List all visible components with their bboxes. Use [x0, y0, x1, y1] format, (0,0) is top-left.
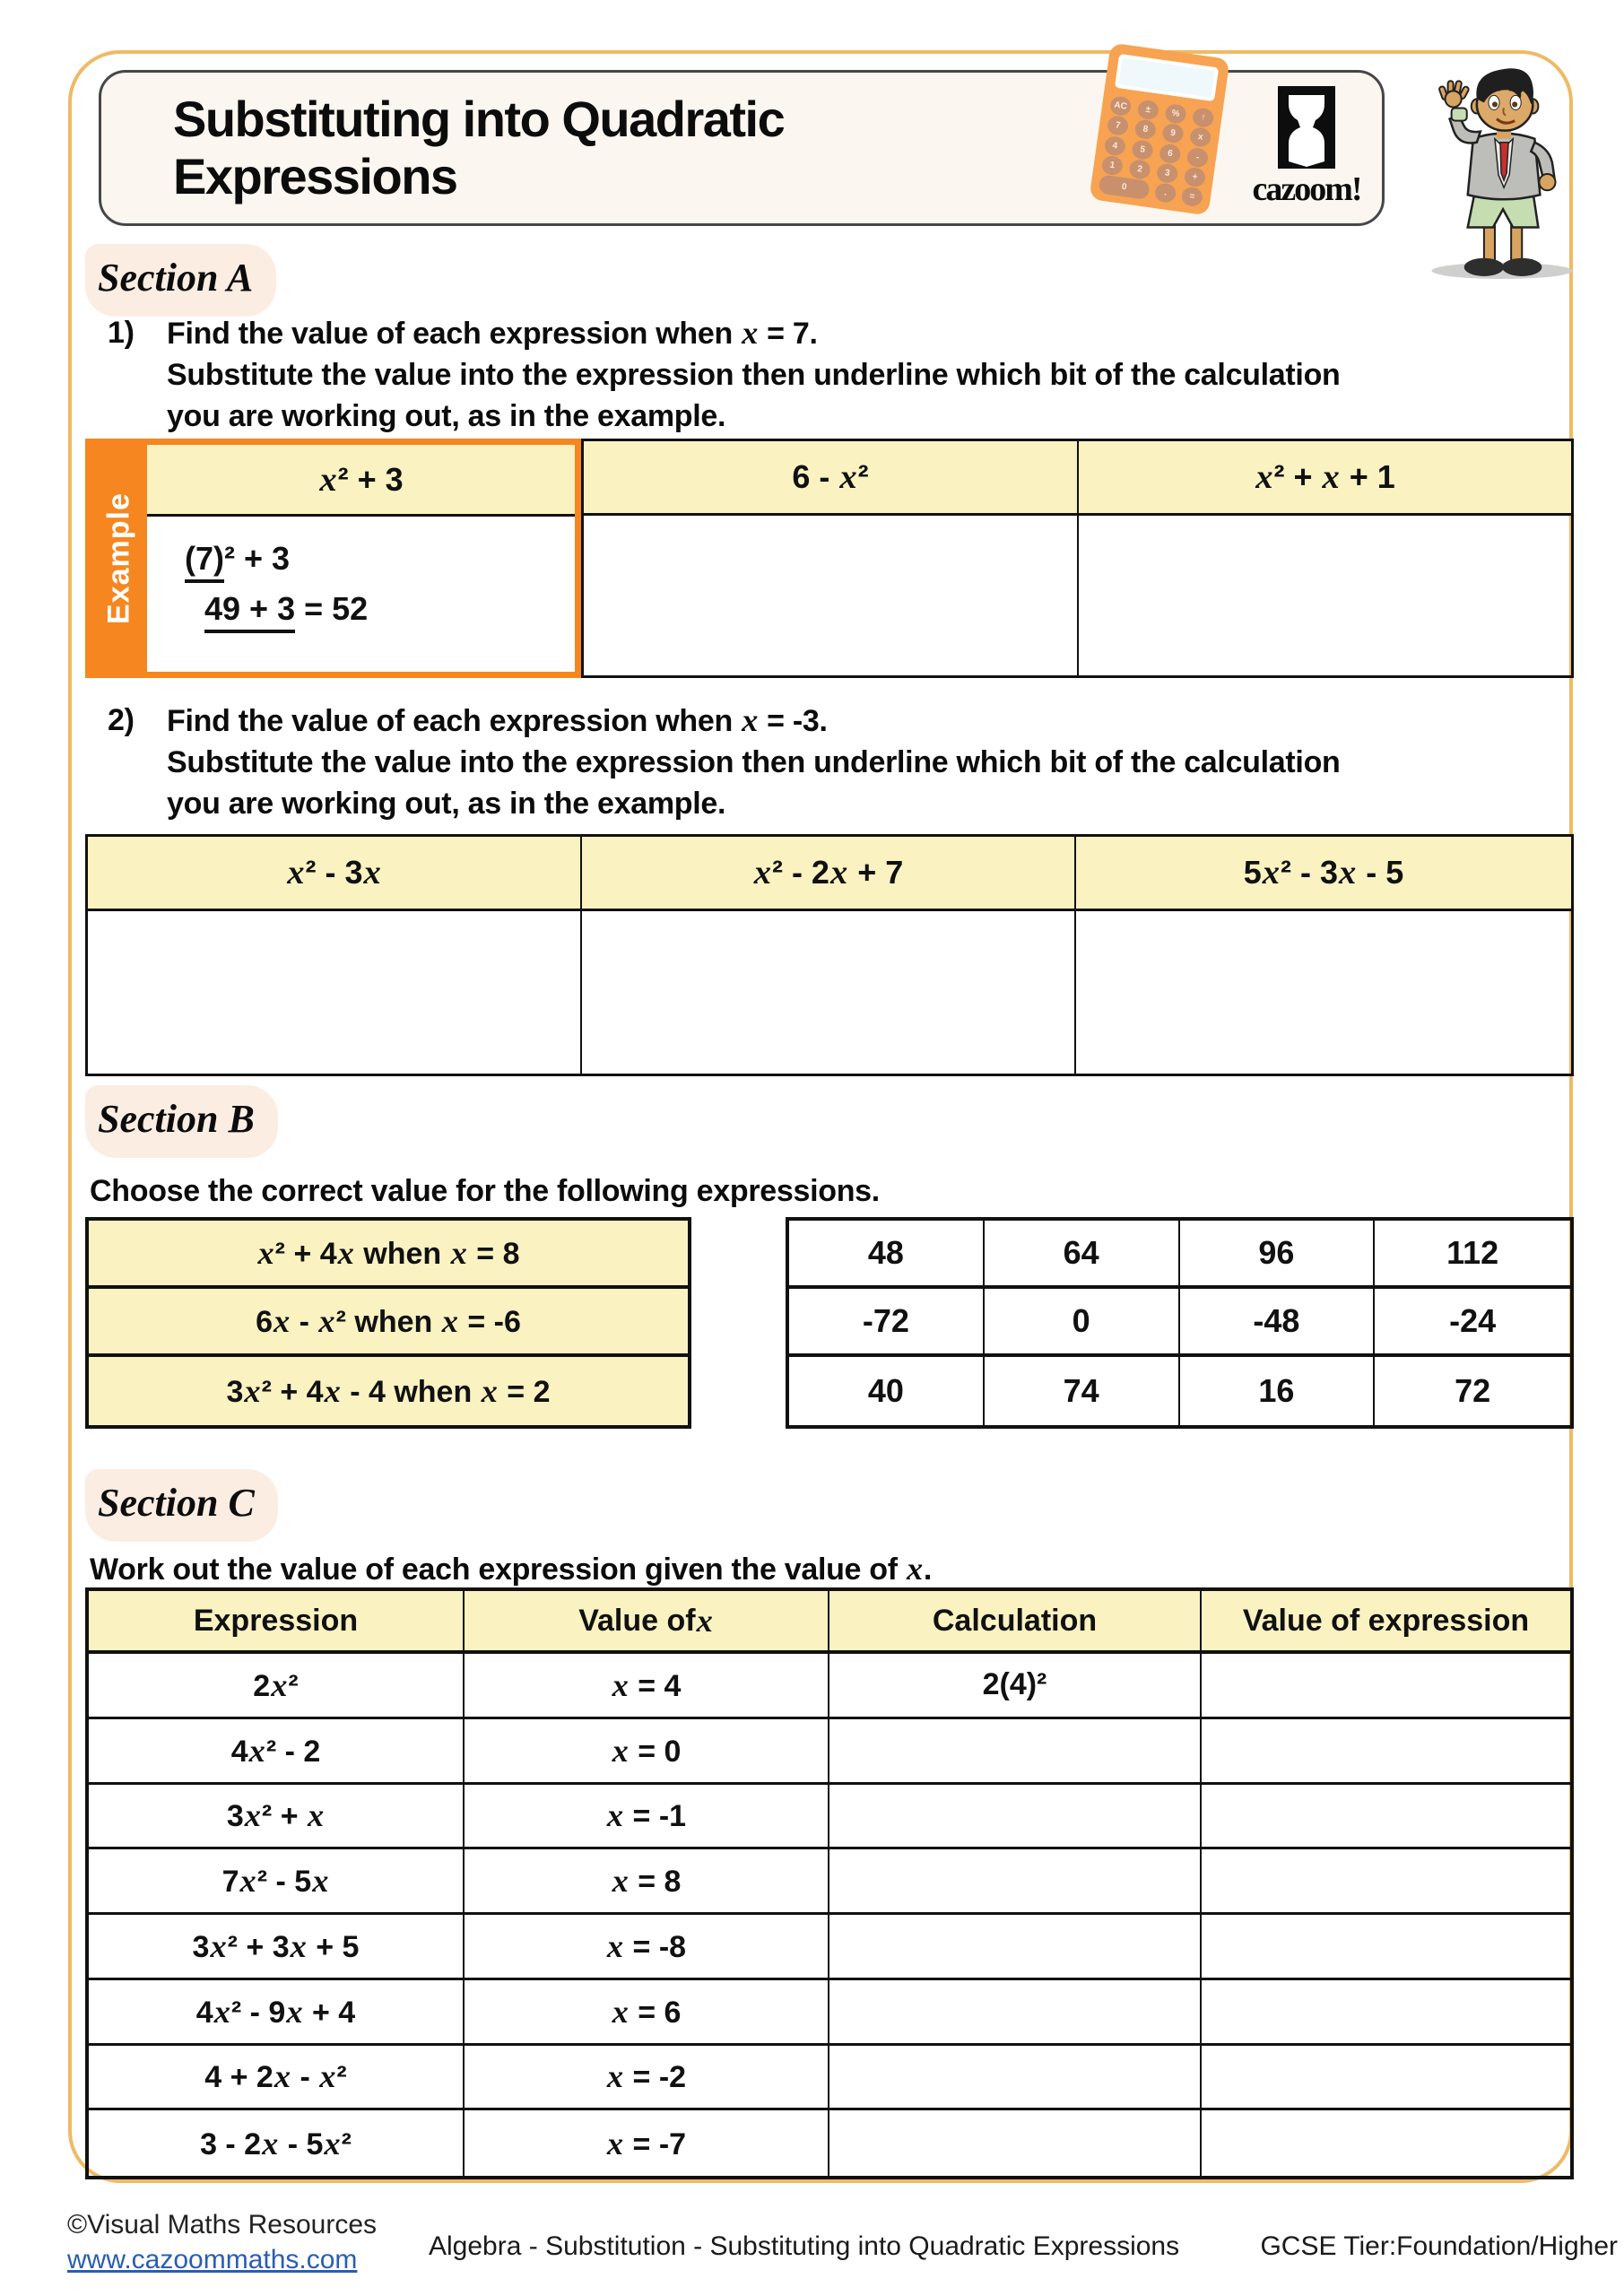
calculation-cell [829, 1980, 1202, 2046]
choice-cell: 0 [985, 1289, 1180, 1357]
choice-cell: 74 [985, 1357, 1180, 1425]
calculation-cell [829, 2110, 1202, 2176]
expression: 4x² - 9x + 4 [195, 1993, 356, 2030]
calc-key: 3 [1156, 162, 1179, 184]
answer-cell [1079, 516, 1571, 675]
boy-mascot-illustration [1401, 56, 1591, 286]
page-title: Substituting into Quadratic Expressions [173, 91, 785, 204]
question-1-table [85, 439, 1574, 678]
question-2: 2) Find the value of each expression when x = -3. Substitute the value into the expression then underline which bit of the calculation you are working out, as in the example. [108, 700, 1341, 824]
calc-key: 2 [1128, 159, 1151, 180]
answer-cell [88, 911, 582, 1074]
expression: 3x² + 4x - 4 when x = 2 [226, 1373, 551, 1409]
calc-key: AC [1109, 95, 1133, 117]
calculator-screen [1115, 54, 1219, 101]
expression: 7x² - 5x [221, 1863, 329, 1900]
calc-key: 1 [1101, 154, 1125, 176]
expression: 4 + 2x - x² [204, 2058, 347, 2095]
choice-cell: 40 [789, 1357, 985, 1425]
section-b-instruction: Choose the correct value for the following expressions. [90, 1174, 880, 1208]
section-b-label: Section B [85, 1085, 278, 1158]
expression-header: 5x² - 3x - 5 [1243, 854, 1404, 891]
section-c-table [85, 1587, 1574, 2179]
column-header: Calculation [829, 1591, 1202, 1654]
section-b-expressions-table [85, 1217, 691, 1429]
calc-key: = [1181, 186, 1204, 207]
calculation-cell [829, 1719, 1202, 1785]
calc-key: 4 [1104, 135, 1127, 156]
section-c-label: Section C [85, 1469, 278, 1542]
calc-key: 8 [1133, 119, 1157, 141]
calc-key: x [1189, 126, 1212, 148]
expression: 3x² + x [226, 1797, 325, 1834]
expression-header: 6 - x² [792, 458, 869, 496]
column-header: Value of expression [1202, 1591, 1570, 1654]
cazoom-logo [1248, 86, 1365, 209]
expression: x² + 4x when x = 8 [257, 1235, 520, 1271]
calc-key: 7 [1107, 115, 1130, 136]
answer-cell [1202, 1785, 1570, 1850]
choice-cell: -72 [789, 1289, 985, 1357]
x-value: x = -7 [606, 2125, 687, 2161]
calculator-icon [1089, 43, 1229, 216]
choice-cell: 112 [1375, 1221, 1570, 1289]
calc-key: ↑ [1192, 107, 1215, 128]
question-1-number: 1) [108, 316, 135, 350]
choice-cell: 72 [1455, 1372, 1491, 1409]
drum-icon [1278, 86, 1335, 169]
choice-cell: -24 [1375, 1289, 1570, 1357]
question-1: 1) Find the value of each expression when x = 7. Substitute the value into the expression then underline which bit of the calculation you are working out, as in the example. [108, 312, 1341, 437]
section-a-label: Section A [85, 244, 276, 317]
choice-cell: 48 [789, 1221, 985, 1289]
example-working: (7)² + 3 49 + 3 = 52 [147, 517, 575, 672]
footer-credits [67, 2210, 377, 2275]
calc-key: ± [1137, 100, 1160, 121]
section-c-instruction: Work out the value of each expression given the value of x. [90, 1551, 932, 1587]
answer-cell [582, 911, 1076, 1074]
footer-tier: GCSE Tier:Foundation/Higher [1260, 2231, 1618, 2261]
expression: 3 - 2x - 5x² [200, 2125, 352, 2161]
answer-cell [1202, 1980, 1570, 2046]
calc-key: - [1186, 146, 1210, 168]
answer-cell [584, 516, 1079, 675]
answer-cell [1202, 1849, 1570, 1915]
expression: 3x² + 3x + 5 [192, 1927, 360, 1964]
expression: 4x² - 2 [230, 1732, 321, 1769]
calc-key: + [1184, 166, 1207, 187]
calculation-cell [829, 1915, 1202, 1980]
cazoom-logo-text: cazoom! [1252, 170, 1361, 208]
choice-cell: -48 [1180, 1289, 1376, 1357]
expression: 6x - x² when x = -6 [256, 1303, 521, 1339]
x-value: x = -2 [606, 2058, 687, 2095]
expression: 2x² [253, 1666, 299, 1703]
column-header: Value of x [465, 1591, 829, 1654]
choice-cell: 64 [985, 1221, 1180, 1289]
cazoom-website-link[interactable]: www.cazoommaths.com [67, 2245, 358, 2274]
calc-key: . [1154, 182, 1177, 204]
x-value: x = 6 [612, 1993, 682, 2030]
calculation-cell [829, 2046, 1202, 2111]
calc-key: 9 [1161, 123, 1185, 144]
answer-cell [1076, 911, 1571, 1074]
footer-topic: Algebra - Substitution - Substituting into Quadratic Expressions [429, 2231, 1180, 2261]
answer-cell [1202, 1719, 1570, 1785]
question-2-number: 2) [108, 703, 135, 737]
x-value: x = 4 [612, 1666, 682, 1703]
question-2-table [85, 834, 1574, 1076]
calculation-cell [829, 1849, 1202, 1915]
copyright-text: ©Visual Maths Resources [67, 2210, 378, 2239]
calculation: 2(4)² [982, 1667, 1047, 1702]
calc-key: % [1164, 103, 1187, 125]
x-value: x = -1 [606, 1797, 687, 1834]
answer-cell [1202, 1654, 1570, 1719]
example-column [85, 439, 581, 678]
calc-key: 6 [1159, 143, 1182, 164]
calc-key: 5 [1131, 139, 1154, 161]
answer-cell [1202, 2046, 1570, 2111]
example-banner: Example [91, 445, 147, 672]
x-value: x = 8 [612, 1863, 682, 1900]
section-b-choices-table [786, 1217, 1574, 1429]
x-value: x = -8 [606, 1927, 687, 1964]
expression-header: x² - 2x + 7 [753, 854, 904, 891]
calc-key: 0 [1098, 174, 1150, 200]
expression-header: x² + 3 [319, 460, 404, 499]
column-header: Expression [89, 1591, 465, 1654]
calculation-cell [829, 1785, 1202, 1850]
answer-cell [1202, 1915, 1570, 1980]
choice-cell: 16 [1180, 1357, 1376, 1425]
expression-header: x² + x + 1 [1255, 458, 1395, 496]
x-value: x = 0 [612, 1732, 682, 1769]
answer-cell [1202, 2110, 1570, 2176]
choice-cell: 96 [1180, 1221, 1376, 1289]
expression-header: x² - 3x [287, 854, 381, 891]
